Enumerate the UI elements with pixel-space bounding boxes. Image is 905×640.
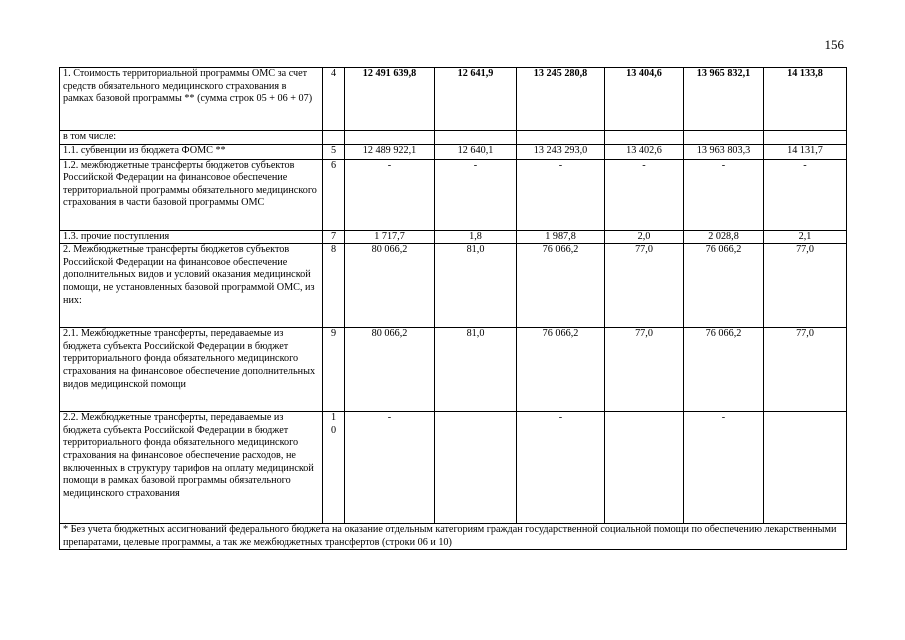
row-code: 6 [323,159,345,230]
value-cell [435,131,517,145]
table-row [60,131,847,145]
row-label: 2.2. Межбюджетные трансферты, передаваемые из бюджета субъекта Российской Федерации в бюджет территориального фонда обязательного медицинского страхования на финансовое обеспечение расходов, не включенных в структуру тарифов на оплату медицинской помощи в рамках базовой программы обязательного медицинского страхования [60,412,323,524]
value-cell: - [517,159,605,230]
footnote-row [60,524,847,550]
value-cell: - [684,412,764,524]
row-code: 1 0 [323,412,345,524]
value-cell: 77,0 [605,328,684,412]
row-label: 2. Межбюджетные трансферты бюджетов субъектов Российской Федерации на финансовое обеспечение дополнительных видов и условий оказания медицинской помощи, не установленных базовой программой ОМС, из них: [60,244,323,328]
value-cell: 1,8 [435,230,517,244]
value-cell: 2,0 [605,230,684,244]
row-label: 2.1. Межбюджетные трансферты, передаваемые из бюджета субъекта Российской Федерации в бюджет территориального фонда обязательного медицинского страхования на финансовое обеспечение дополнительных видов медицинской помощи [60,328,323,412]
value-cell: 81,0 [435,244,517,328]
row-label: 1.2. межбюджетные трансферты бюджетов субъектов Российской Федерации на финансовое обеспечение территориальной программы обязательного медицинского страхования в части базовой программы ОМС [60,159,323,230]
value-cell [764,131,847,145]
row-label: 1.3. прочие поступления [60,230,323,244]
value-cell [764,412,847,524]
value-cell: 13 963 803,3 [684,144,764,159]
value-cell: 12 489 922,1 [345,144,435,159]
table-row [60,328,847,412]
page-number: 156 [824,37,844,52]
row-code: 8 [323,244,345,328]
value-cell: 76 066,2 [517,244,605,328]
value-cell: 12 491 639,8 [345,68,435,131]
value-cell: 13 965 832,1 [684,68,764,131]
value-cell [435,412,517,524]
footnote: * Без учета бюджетных ассигнований федерального бюджета на оказание отдельным категориям граждан государственной социальной помощи по обеспечению лекарственными препаратами, целевые программы, а так же межбюджетных трансфертов (строки 06 и 10) [60,524,847,550]
row-code: 7 [323,230,345,244]
value-cell [605,131,684,145]
table-row [60,159,847,230]
value-cell: 13 245 280,8 [517,68,605,131]
value-cell: 77,0 [764,328,847,412]
value-cell [517,131,605,145]
value-cell: 1 987,8 [517,230,605,244]
value-cell [605,412,684,524]
value-cell: 2 028,8 [684,230,764,244]
value-cell: 13 402,6 [605,144,684,159]
value-cell: - [345,412,435,524]
row-code: 5 [323,144,345,159]
value-cell: 76 066,2 [517,328,605,412]
value-cell: 13 404,6 [605,68,684,131]
value-cell: 2,1 [764,230,847,244]
row-label: 1. Стоимость территориальной программы ОМС за счет средств обязательного медицинского страхования в рамках базовой программы ** (сумма строк 05 + 06 + 07) [60,68,323,131]
value-cell: 80 066,2 [345,244,435,328]
value-cell: 14 133,8 [764,68,847,131]
value-cell: 14 131,7 [764,144,847,159]
value-cell: 12 640,1 [435,144,517,159]
row-label: в том числе: [60,131,323,145]
value-cell: 80 066,2 [345,328,435,412]
row-code: 4 [323,68,345,131]
value-cell: 1 717,7 [345,230,435,244]
value-cell: - [684,159,764,230]
table-row [60,230,847,244]
value-cell: 12 641,9 [435,68,517,131]
value-cell [345,131,435,145]
value-cell: 77,0 [605,244,684,328]
value-cell: 77,0 [764,244,847,328]
value-cell [684,131,764,145]
table-row [60,144,847,159]
value-cell: 13 243 293,0 [517,144,605,159]
value-cell: - [517,412,605,524]
table-row [60,244,847,328]
value-cell: - [345,159,435,230]
value-cell: - [435,159,517,230]
row-code [323,131,345,145]
table-row [60,412,847,524]
value-cell: - [605,159,684,230]
value-cell: 76 066,2 [684,244,764,328]
row-code: 9 [323,328,345,412]
value-cell: - [764,159,847,230]
table-row [60,68,847,131]
value-cell: 76 066,2 [684,328,764,412]
budget-table [59,67,847,550]
value-cell: 81,0 [435,328,517,412]
row-label: 1.1. субвенции из бюджета ФОМС ** [60,144,323,159]
